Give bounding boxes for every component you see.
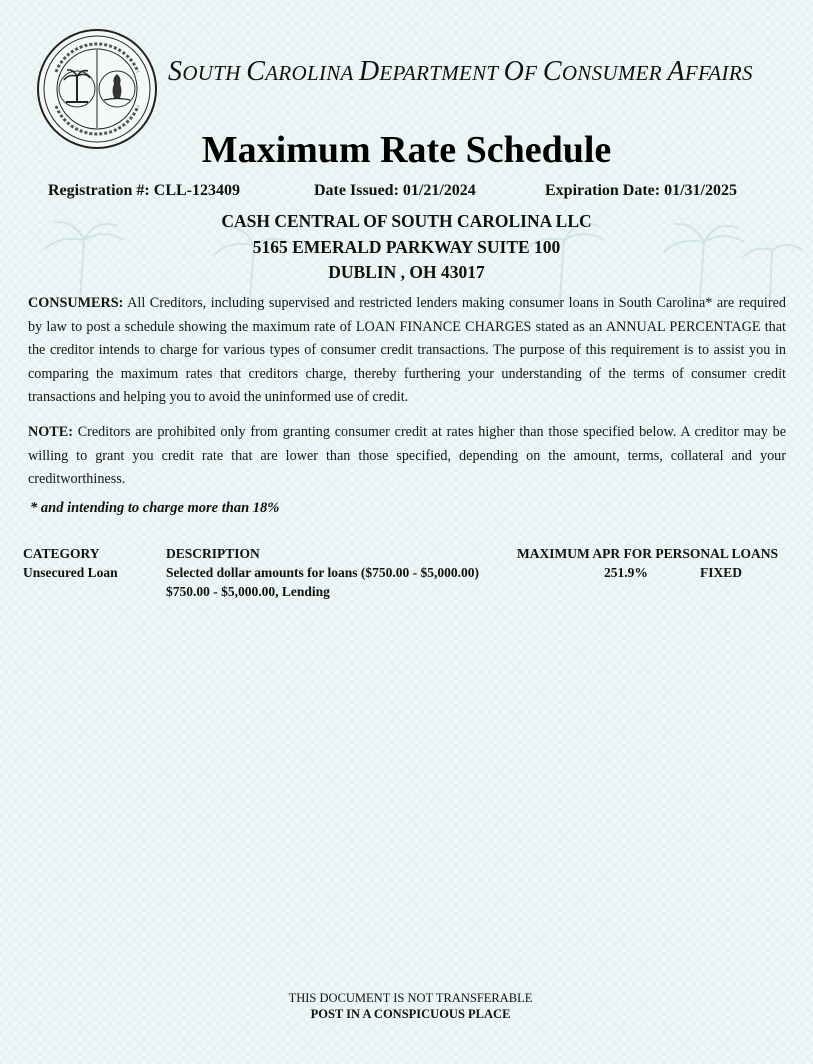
row-description-line2: $750.00 - $5,000.00, Lending xyxy=(166,584,330,599)
note-text: Creditors are prohibited only from granting consumer credit at rates higher than those specified below. A creditor may be willing to grant you credit rate that are lower than those specified, depending on the amount, terms, collateral and your creditworthiness. xyxy=(28,424,786,487)
footer-post-notice: POST IN A CONSPICUOUS PLACE xyxy=(310,1007,511,1021)
date-issued: Date Issued: 01/21/2024 xyxy=(314,182,476,199)
row-rate-type: FIXED xyxy=(700,565,743,580)
footer-not-transferable: THIS DOCUMENT IS NOT TRANSFERABLE xyxy=(288,991,533,1005)
expiration-date: Expiration Date: 01/31/2025 xyxy=(545,182,737,199)
licensee-street: 5165 EMERALD PARKWAY SUITE 100 xyxy=(252,237,561,257)
consumers-text: All Creditors, including supervised and restricted lenders making consumer loans in South Carolina* are required by law to post a schedule showing the maximum rate of LOAN FINANCE CHARGES stated as an ANNUAL PERCENTAGE that the creditor intends to charge for various types of consumer credit transactions. The purpose of this requirement is to assist you in comparing the maximum rates that creditors charge, thereby furthering your understanding of the terms of consumer credit transactions and helping you to avoid the uninformed use of credit. xyxy=(28,295,786,405)
licensee-city: DUBLIN , OH 43017 xyxy=(328,262,485,282)
note-notice xyxy=(28,421,786,492)
consumers-label: CONSUMERS: xyxy=(28,295,124,311)
registration-number: Registration #: CLL-123409 xyxy=(48,182,240,199)
row-description: Selected dollar amounts for loans ($750.00 - $5,000.00) xyxy=(166,565,479,580)
licensee-name: CASH CENTRAL OF SOUTH CAROLINA LLC xyxy=(221,211,592,231)
header-category: CATEGORY xyxy=(23,546,100,561)
consumers-notice xyxy=(28,292,786,410)
row-category: Unsecured Loan xyxy=(23,565,118,580)
agency-name: SOUTH CAROLINA DEPARTMENT OF CONSUMER AFFAIRS xyxy=(168,56,753,87)
footnote: * and intending to charge more than 18% xyxy=(30,500,280,516)
note-label: NOTE: xyxy=(28,424,73,440)
page-title: Maximum Rate Schedule xyxy=(201,129,612,171)
header-description: DESCRIPTION xyxy=(166,546,260,561)
row-rate: 251.9% xyxy=(604,565,648,580)
header-max-apr: MAXIMUM APR FOR PERSONAL LOANS xyxy=(517,546,779,561)
